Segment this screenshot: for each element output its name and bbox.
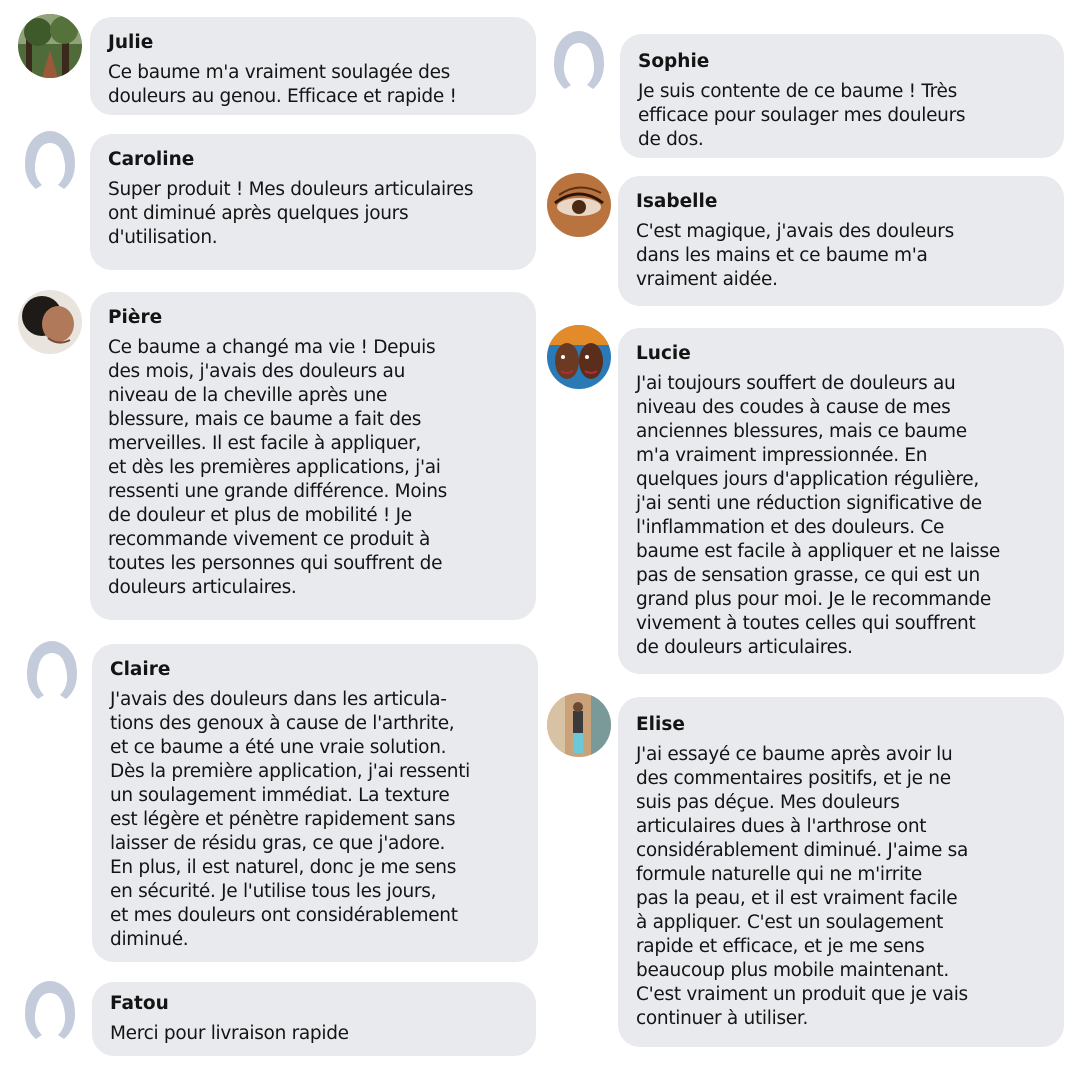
review-text-line: Je suis contente de ce baume ! Très	[638, 81, 957, 102]
review-text-line: suis pas déçue. Mes douleurs	[636, 792, 900, 813]
review-text-line: blessure, mais ce baume a fait des	[108, 409, 422, 430]
review-text-line: dans les mains et ce baume m'a	[636, 245, 928, 266]
review-text-line: niveau des coudes à cause de mes	[636, 397, 951, 418]
review-text-line: vivement à toutes celles qui souffrent	[636, 613, 976, 634]
review-text-line: J'ai essayé ce baume après avoir lu	[636, 744, 953, 765]
reviewer-name: Julie	[108, 32, 154, 53]
person-photo-avatar	[18, 290, 82, 354]
review-text-line: quelques jours d'application régulière,	[636, 469, 979, 490]
review-text-line: niveau de la cheville après une	[108, 385, 388, 406]
default-user-icon	[18, 979, 82, 1043]
review-text-line: Merci pour livraison rapide	[110, 1023, 349, 1044]
review-bubble	[618, 697, 1064, 1047]
eye-photo-avatar	[547, 173, 611, 237]
review-text-line: des mois, j'avais des douleurs au	[108, 361, 405, 382]
review-text-line: de douleur et plus de mobilité ! Je	[108, 505, 412, 526]
review-text-line: Dès la première application, j'ai ressenti	[110, 761, 470, 782]
review-text-line: est légère et pénètre rapidement sans	[110, 809, 456, 830]
reviewer-name: Lucie	[636, 343, 691, 364]
review-text-line: j'ai senti une réduction significative de	[636, 493, 982, 514]
review-text-line: efficace pour soulager mes douleurs	[638, 105, 966, 126]
reviewer-name: Caroline	[108, 149, 195, 170]
review-text-line: d'utilisation.	[108, 227, 218, 248]
review-text-line: Super produit ! Mes douleurs articulaires	[108, 179, 474, 200]
review-text-line: diminué.	[110, 929, 189, 950]
review-bubble	[618, 176, 1064, 306]
reviewer-name: Sophie	[638, 51, 710, 72]
review-text-line: J'avais des douleurs dans les articula-	[110, 689, 447, 710]
review-text-line: recommande vivement ce produit à	[108, 529, 431, 550]
review-text-line: et mes douleurs ont considérablement	[110, 905, 458, 926]
reviewer-name: Claire	[110, 659, 171, 680]
default-user-icon	[18, 129, 82, 193]
review-text-line: C'est magique, j'avais des douleurs	[636, 221, 954, 242]
review-text-line: C'est vraiment un produit que je vais	[636, 984, 968, 1005]
reviewer-name: Elise	[636, 714, 685, 735]
review-bubble	[90, 134, 536, 270]
review-text-line: pas la peau, et il est vraiment facile	[636, 888, 958, 909]
review-text-line: continuer à utiliser.	[636, 1008, 809, 1029]
review-text-line: et dès les premières applications, j'ai	[108, 457, 441, 478]
default-user-icon	[547, 29, 611, 93]
review-text-line: des commentaires positifs, et je ne	[636, 768, 951, 789]
illustrated-women-avatar	[547, 325, 611, 389]
review-bubble	[90, 292, 536, 620]
review-text-line: et ce baume a été une vraie solution.	[110, 737, 447, 758]
reviewer-name: Fatou	[110, 993, 169, 1014]
review-text-line: formule naturelle qui ne m'irrite	[636, 864, 922, 885]
reviewer-name: Isabelle	[636, 191, 718, 212]
review-text-line: douleurs au genou. Efficace et rapide !	[108, 86, 457, 107]
review-text-line: En plus, il est naturel, donc je me sens	[110, 857, 457, 878]
review-text-line: grand plus pour moi. Je le recommande	[636, 589, 991, 610]
review-text-line: douleurs articulaires.	[108, 577, 297, 598]
forest-photo-avatar	[18, 14, 82, 78]
review-text-line: J'ai toujours souffert de douleurs au	[636, 373, 956, 394]
review-bubble	[620, 34, 1064, 158]
review-text-line: de dos.	[638, 129, 704, 150]
review-text-line: vraiment aidée.	[636, 269, 778, 290]
review-bubble	[90, 17, 536, 115]
review-bubble	[618, 328, 1064, 674]
review-bubble	[92, 982, 536, 1056]
review-text-line: beaucoup plus mobile maintenant.	[636, 960, 949, 981]
review-text-line: articulaires dues à l'arthrose ont	[636, 816, 927, 837]
review-text-line: laisser de résidu gras, ce que j'adore.	[110, 833, 446, 854]
review-text-line: ressenti une grande différence. Moins	[108, 481, 447, 502]
review-text-line: un soulagement immédiat. La texture	[110, 785, 450, 806]
street-photo-avatar	[547, 693, 611, 757]
review-text-line: toutes les personnes qui souffrent de	[108, 553, 443, 574]
review-text-line: m'a vraiment impressionnée. En	[636, 445, 928, 466]
review-text-line: considérablement diminué. J'aime sa	[636, 840, 969, 861]
review-text-line: en sécurité. Je l'utilise tous les jours,	[110, 881, 437, 902]
default-user-icon	[20, 639, 84, 703]
review-text-line: merveilles. Il est facile à appliquer,	[108, 433, 421, 454]
review-text-line: Ce baume m'a vraiment soulagée des	[108, 62, 450, 83]
review-text-line: rapide et efficace, et je me sens	[636, 936, 925, 957]
review-text-line: Ce baume a changé ma vie ! Depuis	[108, 337, 436, 358]
review-text-line: pas de sensation grasse, ce qui est un	[636, 565, 980, 586]
review-bubble	[92, 644, 538, 962]
review-text-line: de douleurs articulaires.	[636, 637, 853, 658]
review-text-line: l'inflammation et des douleurs. Ce	[636, 517, 945, 538]
review-text-line: baume est facile à appliquer et ne laisse	[636, 541, 1000, 562]
review-text-line: tions des genoux à cause de l'arthrite,	[110, 713, 455, 734]
reviewer-name: Pière	[108, 307, 163, 328]
review-text-line: anciennes blessures, mais ce baume	[636, 421, 967, 442]
review-text-line: à appliquer. C'est un soulagement	[636, 912, 944, 933]
review-text-line: ont diminué après quelques jours	[108, 203, 409, 224]
